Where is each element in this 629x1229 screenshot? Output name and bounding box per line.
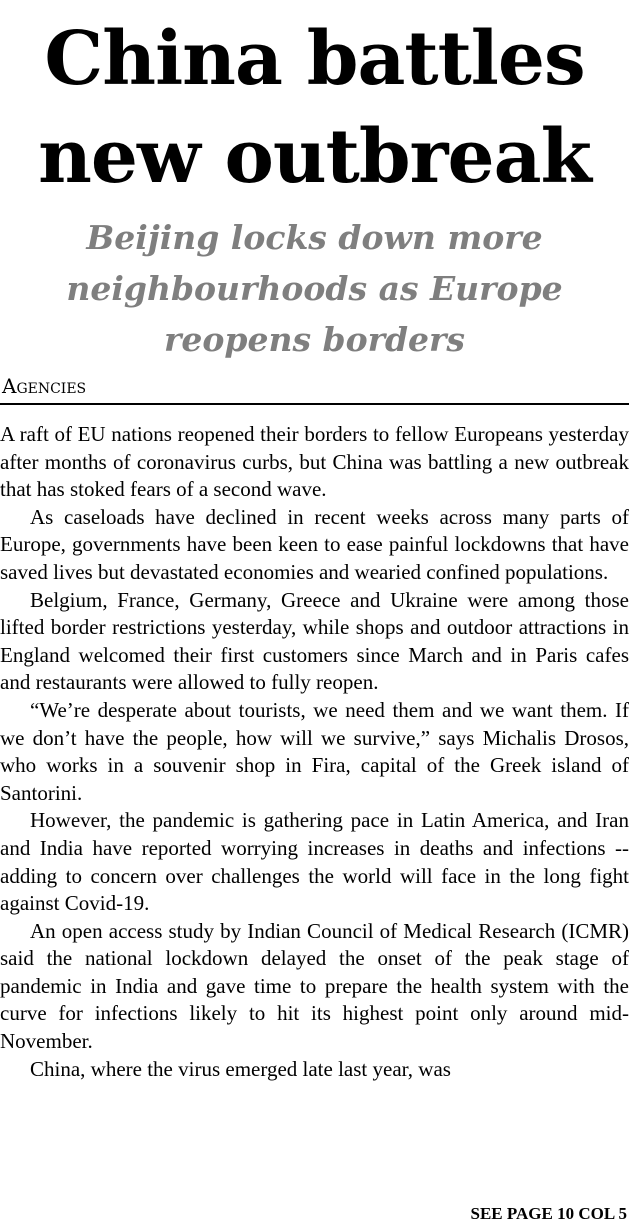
paragraph: An open access study by Indian Council of Medical Research (ICMR) said the national lockdown delayed the onset of the peak stage of pandemic in India and gave time to prepare the health system with the curve for infections likely to hit its highest point only around mid-November.: [0, 918, 629, 1054]
headline-line: China battles: [44, 16, 585, 102]
paragraph: Belgium, France, Germany, Greece and Ukraine were among those lifted border restrictions yesterday, while shops and outdoor attractions in England welcomed their first customers since March and in Paris cafes and restaurants were allowed to fully reopen.: [0, 587, 629, 695]
paragraph: China, where the virus emerged late last year, was: [30, 1056, 451, 1081]
paragraph: A raft of EU nations reopened their borders to fellow Europeans yesterday after months of coronavirus curbs, but China was battling a new outbreak that has stoked fears of a second wave.: [0, 422, 629, 502]
subheadline: [30, 212, 599, 365]
subheadline-line: neighbourhoods as Europe: [66, 269, 563, 308]
subheadline-line: Beijing locks down more: [86, 218, 543, 257]
paragraph: As caseloads have declined in recent weeks across many parts of Europe, governments have been keen to ease painful lockdowns that have saved lives but devastated economies and wearied confined populations.: [0, 504, 629, 584]
paragraph: “We’re desperate about tourists, we need them and we want them. If we don’t have the people, how will we survive,” says Michalis Drosos, who works in a souvenir shop in Fira, capital of the Greek island of Santorini.: [0, 697, 629, 805]
continued-jump-line: SEE PAGE 10 COL 5: [470, 1204, 627, 1223]
subheadline-line: reopens borders: [163, 320, 466, 359]
byline: Agencies: [2, 374, 87, 398]
headline-line: new outbreak: [38, 114, 591, 200]
byline-rule: [0, 403, 629, 405]
article-body: [0, 421, 629, 1083]
headline: [0, 10, 629, 206]
paragraph: However, the pandemic is gathering pace in Latin America, and Iran and India have reported worrying increases in deaths and infections -- adding to concern over challenges the world will face in the long fight against Covid-19.: [0, 808, 629, 916]
